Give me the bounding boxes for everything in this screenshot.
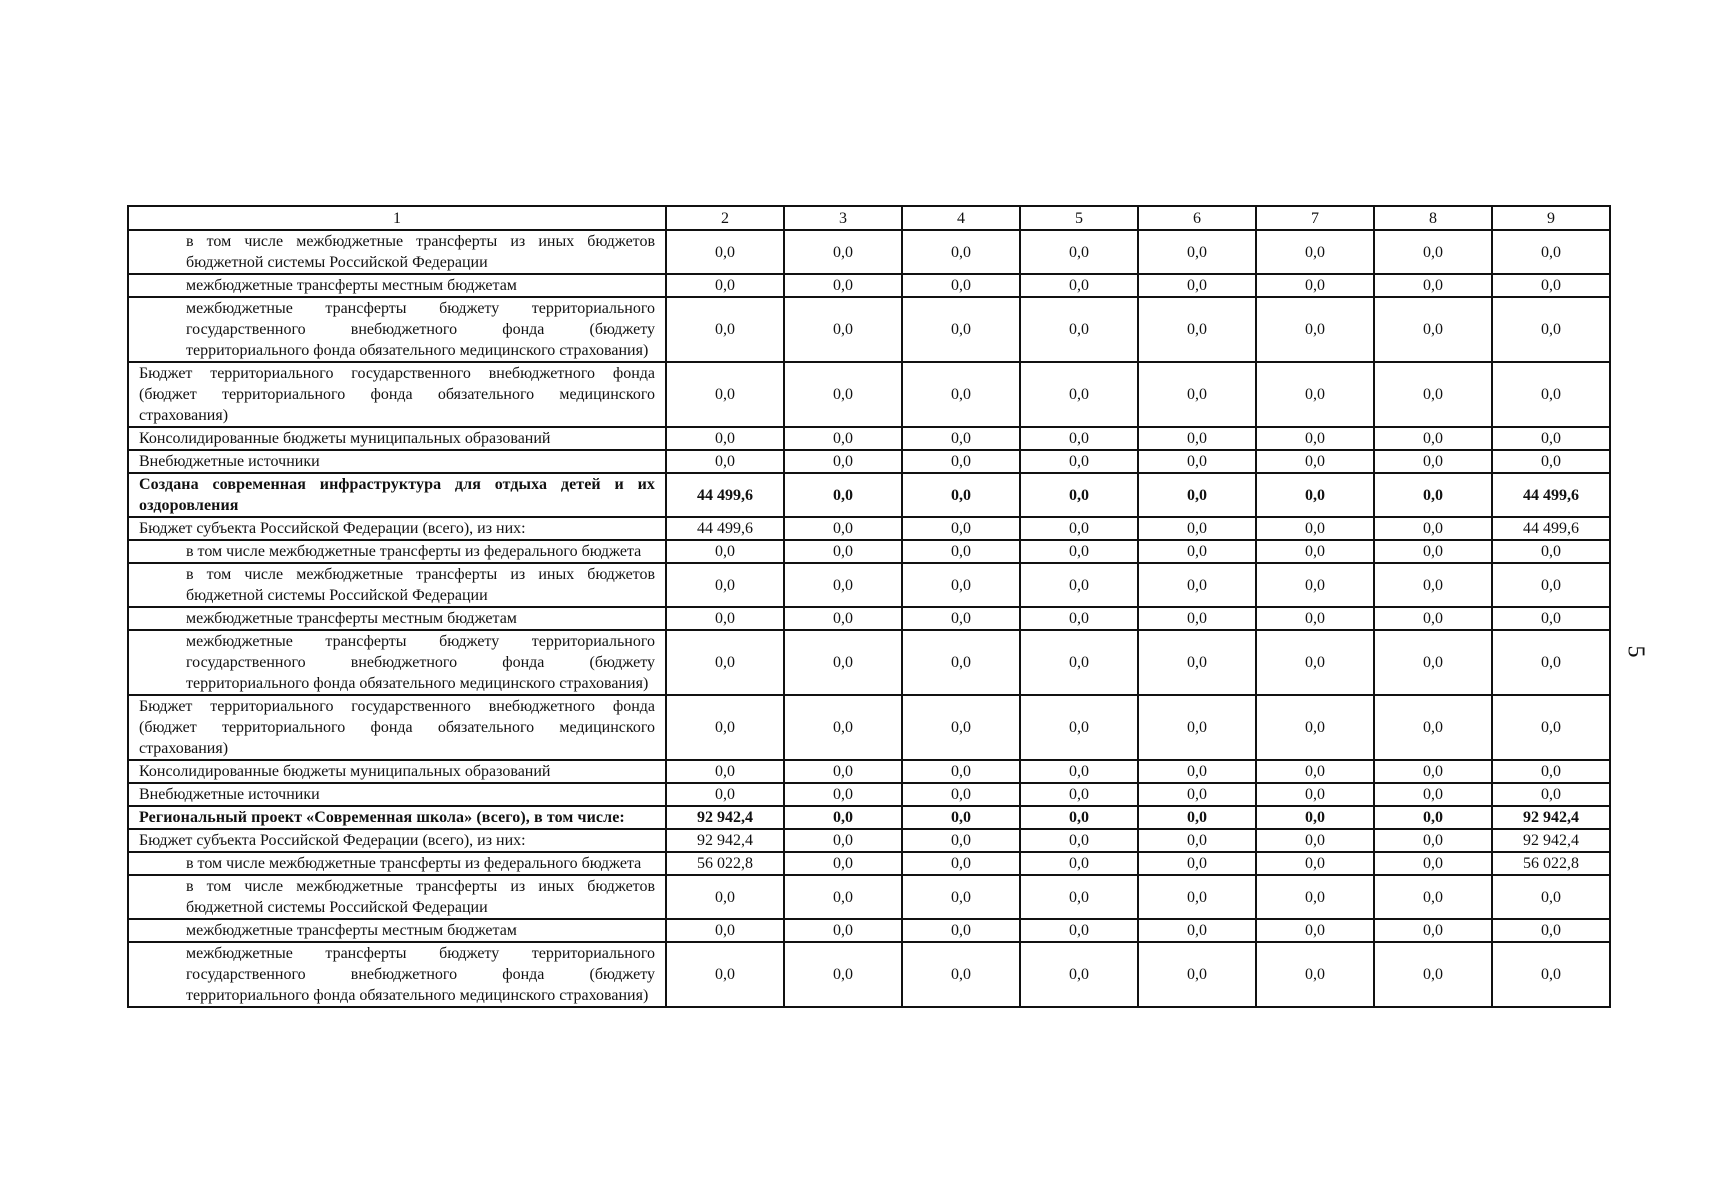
value-cell-col-4: 0,0 bbox=[902, 450, 1020, 473]
value-cell-col-2: 0,0 bbox=[666, 760, 784, 783]
table-row bbox=[128, 297, 1610, 362]
row-label: в том числе межбюджетные трансферты из федерального бюджета bbox=[128, 540, 666, 563]
table-row bbox=[128, 473, 1610, 517]
value-cell-col-3: 0,0 bbox=[784, 297, 902, 362]
value-cell-col-7: 0,0 bbox=[1256, 919, 1374, 942]
value-cell-col-4: 0,0 bbox=[902, 695, 1020, 760]
value-cell-col-5: 0,0 bbox=[1020, 450, 1138, 473]
table-row bbox=[128, 829, 1610, 852]
value-cell-col-4: 0,0 bbox=[902, 297, 1020, 362]
value-cell-col-7: 0,0 bbox=[1256, 783, 1374, 806]
value-cell-col-7: 0,0 bbox=[1256, 362, 1374, 427]
value-cell-col-9: 92 942,4 bbox=[1492, 806, 1610, 829]
value-cell-col-8: 0,0 bbox=[1374, 875, 1492, 919]
value-cell-col-6: 0,0 bbox=[1138, 806, 1256, 829]
table-row bbox=[128, 783, 1610, 806]
value-cell-col-4: 0,0 bbox=[902, 517, 1020, 540]
value-cell-col-3: 0,0 bbox=[784, 274, 902, 297]
row-label: Бюджет субъекта Российской Федерации (всего), из них: bbox=[128, 829, 666, 852]
table-row bbox=[128, 540, 1610, 563]
value-cell-col-7: 0,0 bbox=[1256, 607, 1374, 630]
row-label: межбюджетные трансферты бюджету территориального государственного внебюджетного фонда (бюджету территориального фонда обязательного медицинского страхования) bbox=[128, 942, 666, 1007]
value-cell-col-9: 56 022,8 bbox=[1492, 852, 1610, 875]
value-cell-col-3: 0,0 bbox=[784, 783, 902, 806]
value-cell-col-2: 56 022,8 bbox=[666, 852, 784, 875]
table-row bbox=[128, 630, 1610, 695]
value-cell-col-9: 0,0 bbox=[1492, 783, 1610, 806]
value-cell-col-9: 0,0 bbox=[1492, 630, 1610, 695]
column-header-6: 6 bbox=[1138, 206, 1256, 230]
value-cell-col-9: 0,0 bbox=[1492, 297, 1610, 362]
table-body bbox=[128, 230, 1610, 1007]
value-cell-col-7: 0,0 bbox=[1256, 297, 1374, 362]
row-label: межбюджетные трансферты бюджету территориального государственного внебюджетного фонда (бюджету территориального фонда обязательного медицинского страхования) bbox=[128, 297, 666, 362]
value-cell-col-7: 0,0 bbox=[1256, 230, 1374, 274]
value-cell-col-9: 44 499,6 bbox=[1492, 473, 1610, 517]
value-cell-col-8: 0,0 bbox=[1374, 297, 1492, 362]
value-cell-col-4: 0,0 bbox=[902, 427, 1020, 450]
value-cell-col-7: 0,0 bbox=[1256, 563, 1374, 607]
value-cell-col-8: 0,0 bbox=[1374, 760, 1492, 783]
value-cell-col-3: 0,0 bbox=[784, 230, 902, 274]
value-cell-col-3: 0,0 bbox=[784, 450, 902, 473]
budget-table-container bbox=[127, 205, 1610, 1008]
value-cell-col-9: 0,0 bbox=[1492, 362, 1610, 427]
value-cell-col-3: 0,0 bbox=[784, 517, 902, 540]
row-label: Консолидированные бюджеты муниципальных образований bbox=[128, 427, 666, 450]
value-cell-col-2: 0,0 bbox=[666, 274, 784, 297]
value-cell-col-8: 0,0 bbox=[1374, 473, 1492, 517]
value-cell-col-2: 44 499,6 bbox=[666, 473, 784, 517]
table-row bbox=[128, 852, 1610, 875]
value-cell-col-3: 0,0 bbox=[784, 806, 902, 829]
value-cell-col-4: 0,0 bbox=[902, 540, 1020, 563]
column-header-2: 2 bbox=[666, 206, 784, 230]
value-cell-col-9: 0,0 bbox=[1492, 760, 1610, 783]
value-cell-col-9: 0,0 bbox=[1492, 942, 1610, 1007]
value-cell-col-5: 0,0 bbox=[1020, 919, 1138, 942]
value-cell-col-8: 0,0 bbox=[1374, 274, 1492, 297]
value-cell-col-5: 0,0 bbox=[1020, 942, 1138, 1007]
value-cell-col-5: 0,0 bbox=[1020, 427, 1138, 450]
value-cell-col-2: 0,0 bbox=[666, 607, 784, 630]
value-cell-col-6: 0,0 bbox=[1138, 362, 1256, 427]
value-cell-col-3: 0,0 bbox=[784, 695, 902, 760]
row-label: Консолидированные бюджеты муниципальных образований bbox=[128, 760, 666, 783]
value-cell-col-2: 0,0 bbox=[666, 695, 784, 760]
value-cell-col-3: 0,0 bbox=[784, 630, 902, 695]
value-cell-col-8: 0,0 bbox=[1374, 829, 1492, 852]
value-cell-col-7: 0,0 bbox=[1256, 852, 1374, 875]
value-cell-col-6: 0,0 bbox=[1138, 829, 1256, 852]
value-cell-col-8: 0,0 bbox=[1374, 517, 1492, 540]
value-cell-col-3: 0,0 bbox=[784, 427, 902, 450]
row-label: межбюджетные трансферты местным бюджетам bbox=[128, 919, 666, 942]
value-cell-col-9: 0,0 bbox=[1492, 695, 1610, 760]
value-cell-col-8: 0,0 bbox=[1374, 427, 1492, 450]
table-row bbox=[128, 607, 1610, 630]
row-label: межбюджетные трансферты бюджету территориального государственного внебюджетного фонда (бюджету территориального фонда обязательного медицинского страхования) bbox=[128, 630, 666, 695]
table-row bbox=[128, 919, 1610, 942]
table-row bbox=[128, 695, 1610, 760]
value-cell-col-2: 0,0 bbox=[666, 230, 784, 274]
column-header-3: 3 bbox=[784, 206, 902, 230]
value-cell-col-8: 0,0 bbox=[1374, 783, 1492, 806]
value-cell-col-4: 0,0 bbox=[902, 473, 1020, 517]
column-header-8: 8 bbox=[1374, 206, 1492, 230]
value-cell-col-5: 0,0 bbox=[1020, 563, 1138, 607]
value-cell-col-2: 0,0 bbox=[666, 450, 784, 473]
value-cell-col-7: 0,0 bbox=[1256, 760, 1374, 783]
value-cell-col-9: 0,0 bbox=[1492, 427, 1610, 450]
row-label: Бюджет территориального государственного внебюджетного фонда (бюджет территориального фонда обязательного медицинского страхования) bbox=[128, 362, 666, 427]
value-cell-col-5: 0,0 bbox=[1020, 760, 1138, 783]
value-cell-col-8: 0,0 bbox=[1374, 852, 1492, 875]
value-cell-col-9: 0,0 bbox=[1492, 875, 1610, 919]
value-cell-col-7: 0,0 bbox=[1256, 540, 1374, 563]
table-row bbox=[128, 942, 1610, 1007]
table-row bbox=[128, 362, 1610, 427]
value-cell-col-5: 0,0 bbox=[1020, 875, 1138, 919]
value-cell-col-3: 0,0 bbox=[784, 473, 902, 517]
value-cell-col-4: 0,0 bbox=[902, 806, 1020, 829]
value-cell-col-8: 0,0 bbox=[1374, 630, 1492, 695]
value-cell-col-9: 0,0 bbox=[1492, 563, 1610, 607]
value-cell-col-6: 0,0 bbox=[1138, 297, 1256, 362]
value-cell-col-6: 0,0 bbox=[1138, 563, 1256, 607]
value-cell-col-2: 0,0 bbox=[666, 427, 784, 450]
value-cell-col-5: 0,0 bbox=[1020, 297, 1138, 362]
budget-table bbox=[127, 205, 1611, 1008]
value-cell-col-8: 0,0 bbox=[1374, 942, 1492, 1007]
table-row bbox=[128, 230, 1610, 274]
value-cell-col-6: 0,0 bbox=[1138, 607, 1256, 630]
value-cell-col-6: 0,0 bbox=[1138, 630, 1256, 695]
value-cell-col-9: 0,0 bbox=[1492, 274, 1610, 297]
value-cell-col-3: 0,0 bbox=[784, 540, 902, 563]
value-cell-col-4: 0,0 bbox=[902, 362, 1020, 427]
value-cell-col-4: 0,0 bbox=[902, 783, 1020, 806]
value-cell-col-8: 0,0 bbox=[1374, 362, 1492, 427]
value-cell-col-5: 0,0 bbox=[1020, 630, 1138, 695]
value-cell-col-7: 0,0 bbox=[1256, 695, 1374, 760]
value-cell-col-6: 0,0 bbox=[1138, 450, 1256, 473]
value-cell-col-7: 0,0 bbox=[1256, 274, 1374, 297]
value-cell-col-7: 0,0 bbox=[1256, 875, 1374, 919]
row-label: в том числе межбюджетные трансферты из иных бюджетов бюджетной системы Российской Федерации bbox=[128, 563, 666, 607]
row-label: в том числе межбюджетные трансферты из федерального бюджета bbox=[128, 852, 666, 875]
value-cell-col-4: 0,0 bbox=[902, 919, 1020, 942]
row-label: межбюджетные трансферты местным бюджетам bbox=[128, 274, 666, 297]
value-cell-col-4: 0,0 bbox=[902, 563, 1020, 607]
value-cell-col-3: 0,0 bbox=[784, 875, 902, 919]
value-cell-col-3: 0,0 bbox=[784, 942, 902, 1007]
value-cell-col-4: 0,0 bbox=[902, 274, 1020, 297]
value-cell-col-4: 0,0 bbox=[902, 630, 1020, 695]
value-cell-col-2: 0,0 bbox=[666, 783, 784, 806]
value-cell-col-6: 0,0 bbox=[1138, 783, 1256, 806]
value-cell-col-8: 0,0 bbox=[1374, 607, 1492, 630]
value-cell-col-2: 0,0 bbox=[666, 297, 784, 362]
value-cell-col-8: 0,0 bbox=[1374, 563, 1492, 607]
row-label: Внебюджетные источники bbox=[128, 783, 666, 806]
value-cell-col-7: 0,0 bbox=[1256, 942, 1374, 1007]
value-cell-col-6: 0,0 bbox=[1138, 427, 1256, 450]
value-cell-col-2: 0,0 bbox=[666, 630, 784, 695]
table-row bbox=[128, 875, 1610, 919]
value-cell-col-5: 0,0 bbox=[1020, 517, 1138, 540]
value-cell-col-6: 0,0 bbox=[1138, 274, 1256, 297]
column-header-1: 1 bbox=[128, 206, 666, 230]
value-cell-col-2: 92 942,4 bbox=[666, 829, 784, 852]
table-row bbox=[128, 806, 1610, 829]
column-header-7: 7 bbox=[1256, 206, 1374, 230]
value-cell-col-9: 44 499,6 bbox=[1492, 517, 1610, 540]
value-cell-col-7: 0,0 bbox=[1256, 517, 1374, 540]
table-row bbox=[128, 450, 1610, 473]
table-header-row bbox=[128, 206, 1610, 230]
value-cell-col-3: 0,0 bbox=[784, 362, 902, 427]
value-cell-col-5: 0,0 bbox=[1020, 783, 1138, 806]
table-row bbox=[128, 760, 1610, 783]
value-cell-col-5: 0,0 bbox=[1020, 607, 1138, 630]
value-cell-col-6: 0,0 bbox=[1138, 230, 1256, 274]
value-cell-col-9: 0,0 bbox=[1492, 919, 1610, 942]
column-header-4: 4 bbox=[902, 206, 1020, 230]
value-cell-col-9: 0,0 bbox=[1492, 450, 1610, 473]
value-cell-col-9: 0,0 bbox=[1492, 230, 1610, 274]
value-cell-col-4: 0,0 bbox=[902, 607, 1020, 630]
value-cell-col-2: 0,0 bbox=[666, 540, 784, 563]
value-cell-col-6: 0,0 bbox=[1138, 852, 1256, 875]
value-cell-col-4: 0,0 bbox=[902, 942, 1020, 1007]
value-cell-col-3: 0,0 bbox=[784, 829, 902, 852]
value-cell-col-6: 0,0 bbox=[1138, 517, 1256, 540]
row-label: межбюджетные трансферты местным бюджетам bbox=[128, 607, 666, 630]
column-header-9: 9 bbox=[1492, 206, 1610, 230]
row-label: Внебюджетные источники bbox=[128, 450, 666, 473]
value-cell-col-8: 0,0 bbox=[1374, 230, 1492, 274]
value-cell-col-5: 0,0 bbox=[1020, 695, 1138, 760]
value-cell-col-4: 0,0 bbox=[902, 852, 1020, 875]
value-cell-col-7: 0,0 bbox=[1256, 450, 1374, 473]
value-cell-col-2: 92 942,4 bbox=[666, 806, 784, 829]
value-cell-col-5: 0,0 bbox=[1020, 274, 1138, 297]
row-label: Региональный проект «Современная школа» (всего), в том числе: bbox=[128, 806, 666, 829]
value-cell-col-7: 0,0 bbox=[1256, 473, 1374, 517]
value-cell-col-6: 0,0 bbox=[1138, 760, 1256, 783]
value-cell-col-6: 0,0 bbox=[1138, 540, 1256, 563]
row-label: Создана современная инфраструктура для отдыха детей и их оздоровления bbox=[128, 473, 666, 517]
value-cell-col-7: 0,0 bbox=[1256, 806, 1374, 829]
value-cell-col-6: 0,0 bbox=[1138, 473, 1256, 517]
table-row bbox=[128, 563, 1610, 607]
value-cell-col-5: 0,0 bbox=[1020, 540, 1138, 563]
value-cell-col-3: 0,0 bbox=[784, 760, 902, 783]
value-cell-col-7: 0,0 bbox=[1256, 630, 1374, 695]
value-cell-col-2: 0,0 bbox=[666, 362, 784, 427]
table-row bbox=[128, 517, 1610, 540]
value-cell-col-8: 0,0 bbox=[1374, 919, 1492, 942]
value-cell-col-4: 0,0 bbox=[902, 760, 1020, 783]
value-cell-col-9: 92 942,4 bbox=[1492, 829, 1610, 852]
value-cell-col-3: 0,0 bbox=[784, 919, 902, 942]
value-cell-col-2: 44 499,6 bbox=[666, 517, 784, 540]
value-cell-col-4: 0,0 bbox=[902, 829, 1020, 852]
value-cell-col-9: 0,0 bbox=[1492, 540, 1610, 563]
value-cell-col-2: 0,0 bbox=[666, 563, 784, 607]
value-cell-col-6: 0,0 bbox=[1138, 919, 1256, 942]
value-cell-col-8: 0,0 bbox=[1374, 695, 1492, 760]
value-cell-col-8: 0,0 bbox=[1374, 540, 1492, 563]
value-cell-col-8: 0,0 bbox=[1374, 806, 1492, 829]
row-label: Бюджет субъекта Российской Федерации (всего), из них: bbox=[128, 517, 666, 540]
value-cell-col-5: 0,0 bbox=[1020, 852, 1138, 875]
value-cell-col-3: 0,0 bbox=[784, 607, 902, 630]
table-row bbox=[128, 427, 1610, 450]
row-label: в том числе межбюджетные трансферты из иных бюджетов бюджетной системы Российской Федерации bbox=[128, 230, 666, 274]
value-cell-col-3: 0,0 bbox=[784, 852, 902, 875]
value-cell-col-2: 0,0 bbox=[666, 942, 784, 1007]
value-cell-col-6: 0,0 bbox=[1138, 942, 1256, 1007]
value-cell-col-2: 0,0 bbox=[666, 919, 784, 942]
value-cell-col-5: 0,0 bbox=[1020, 362, 1138, 427]
value-cell-col-5: 0,0 bbox=[1020, 806, 1138, 829]
value-cell-col-7: 0,0 bbox=[1256, 829, 1374, 852]
value-cell-col-7: 0,0 bbox=[1256, 427, 1374, 450]
value-cell-col-4: 0,0 bbox=[902, 875, 1020, 919]
page-number: 5 bbox=[1622, 645, 1649, 658]
value-cell-col-5: 0,0 bbox=[1020, 473, 1138, 517]
row-label: Бюджет территориального государственного внебюджетного фонда (бюджет территориального фонда обязательного медицинского страхования) bbox=[128, 695, 666, 760]
value-cell-col-3: 0,0 bbox=[784, 563, 902, 607]
value-cell-col-5: 0,0 bbox=[1020, 829, 1138, 852]
value-cell-col-8: 0,0 bbox=[1374, 450, 1492, 473]
column-header-5: 5 bbox=[1020, 206, 1138, 230]
value-cell-col-9: 0,0 bbox=[1492, 607, 1610, 630]
value-cell-col-5: 0,0 bbox=[1020, 230, 1138, 274]
value-cell-col-6: 0,0 bbox=[1138, 875, 1256, 919]
value-cell-col-2: 0,0 bbox=[666, 875, 784, 919]
table-row bbox=[128, 274, 1610, 297]
value-cell-col-4: 0,0 bbox=[902, 230, 1020, 274]
row-label: в том числе межбюджетные трансферты из иных бюджетов бюджетной системы Российской Федерации bbox=[128, 875, 666, 919]
value-cell-col-6: 0,0 bbox=[1138, 695, 1256, 760]
